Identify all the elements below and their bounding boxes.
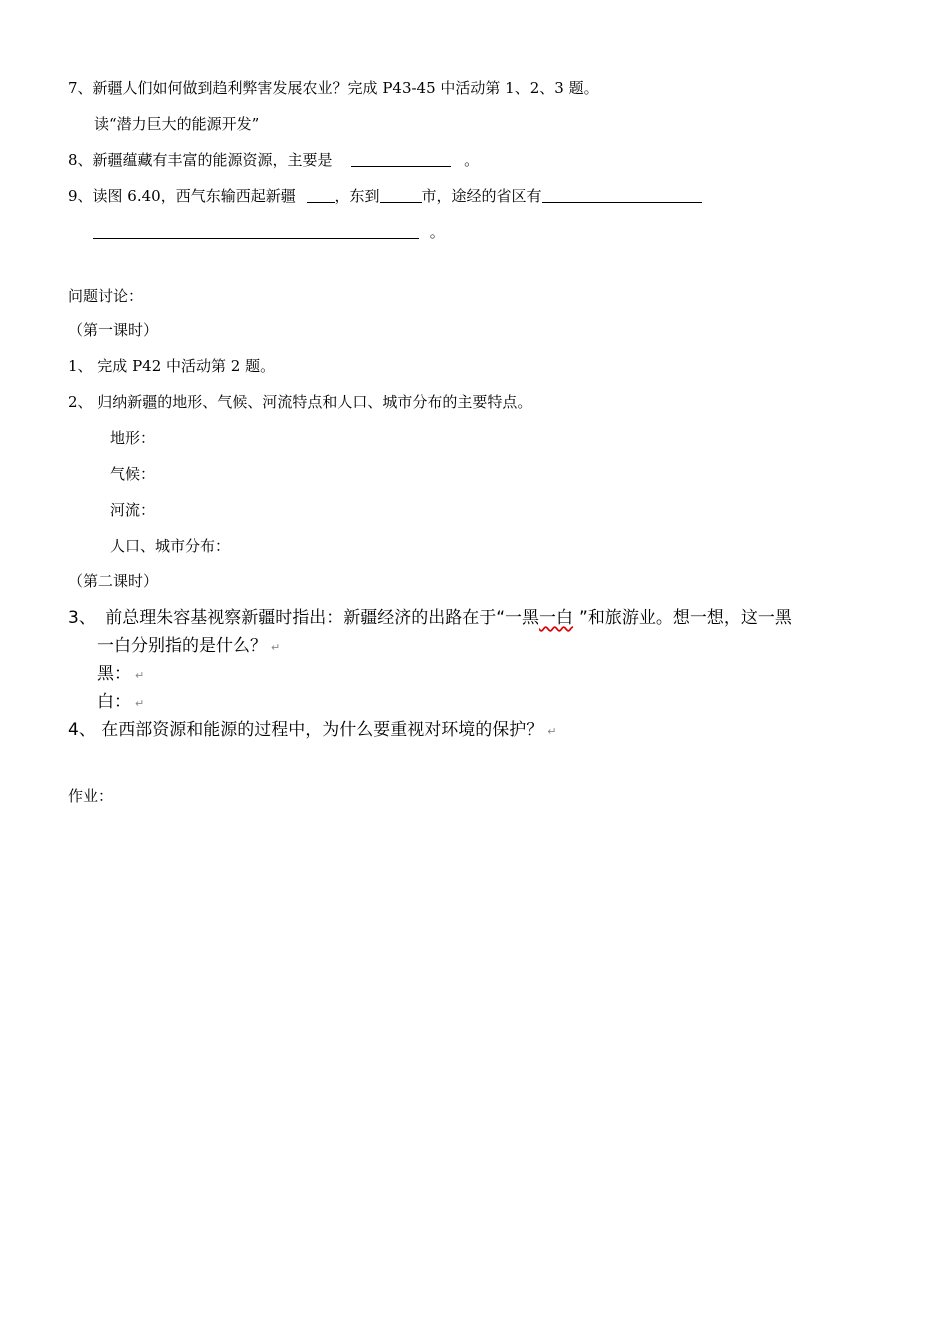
paragraph-mark-icon: ↵ [271, 641, 281, 654]
question-9-text-c: 市，途经的省区有 [421, 187, 542, 205]
question-7: 7、新疆人们如何做到趋利弊害发展农业？完成 P43-45 中活动第 1、2、3 题。 [68, 79, 599, 97]
terrain-label: 地形： [110, 429, 156, 447]
climate-label: 气候： [110, 465, 156, 483]
discussion-3-number: 3、 [68, 608, 96, 628]
discussion-3-text-a: 前总理朱容基视察新疆时指出：新疆经济的出路在于“一黑 [105, 608, 540, 628]
discussion-3-spellcheck: 一白 [539, 608, 574, 628]
discussion-4-text: 4、 在西部资源和能源的过程中，为什么要重视对环境的保护？ [68, 720, 544, 740]
answer-blank-city[interactable] [380, 186, 422, 203]
paragraph-mark-icon: ↵ [135, 669, 145, 682]
homework-heading: 作业： [68, 787, 114, 805]
black-answer [97, 662, 144, 688]
question-9-text-a: 9、读图 6.40，西气东输西起新疆 [68, 187, 296, 205]
question-8 [68, 150, 479, 170]
black-label: 黑： [97, 664, 131, 684]
discussion-2: 2、 归纳新疆的地形、气候、河流特点和人口、城市分布的主要特点。 [68, 393, 533, 411]
question-9-text-b: ，东到 [334, 187, 380, 205]
question-9-continuation [93, 222, 445, 242]
discussion-3-line-2 [97, 634, 280, 660]
answer-blank-start[interactable] [307, 186, 335, 203]
question-9-end: 。 [429, 223, 445, 241]
lesson-1-label: （第一课时） [68, 321, 159, 339]
question-9 [68, 186, 702, 206]
discussion-heading: 问题讨论： [68, 287, 144, 305]
paragraph-mark-icon: ↵ [547, 725, 557, 738]
discussion-4 [68, 718, 556, 744]
discussion-3-line-2-text: 一白分别指的是什么？ [97, 636, 267, 656]
white-label: 白： [97, 692, 131, 712]
lesson-2-label: （第二课时） [68, 572, 159, 590]
answer-blank-provinces[interactable] [542, 186, 702, 203]
river-label: 河流： [110, 501, 156, 519]
answer-blank-energy[interactable] [351, 150, 451, 167]
reading-title: 读“潜力巨大的能源开发” [94, 115, 260, 133]
discussion-1: 1、 完成 P42 中活动第 2 题。 [68, 357, 276, 375]
question-8-end: 。 [464, 151, 480, 169]
discussion-3-text-b: ”和旅游业。想一想，这一黑 [579, 608, 792, 628]
white-answer [97, 690, 144, 716]
discussion-3 [68, 606, 792, 630]
question-8-text: 8、新疆蕴藏有丰富的能源资源，主要是 [68, 151, 333, 169]
population-label: 人口、城市分布： [110, 537, 231, 555]
answer-blank-provinces-cont[interactable] [93, 222, 419, 239]
paragraph-mark-icon: ↵ [135, 697, 145, 710]
